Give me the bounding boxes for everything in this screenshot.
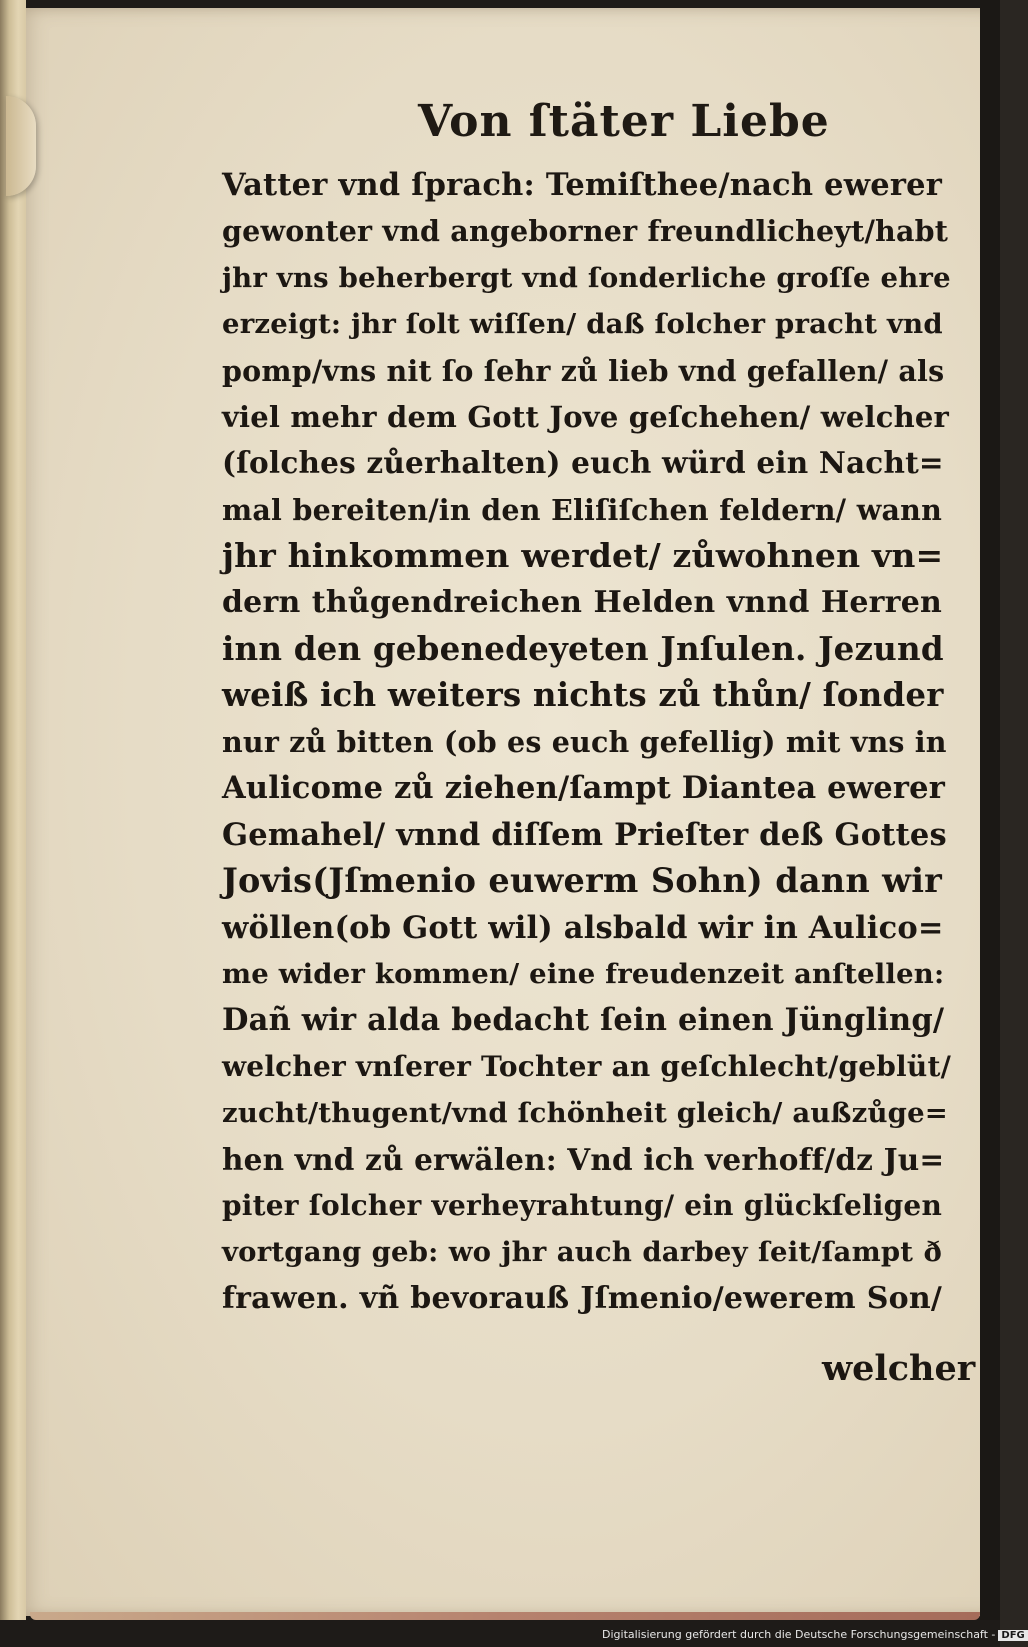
text-line: gewonter vnd angeborner freundlicheyt/habt [222, 214, 949, 249]
right-dark-edge [980, 0, 1000, 1620]
page-bottom-edge [30, 1612, 980, 1620]
text-line: welcher vnſerer Tochter an geſchlecht/geblüt/ [222, 1049, 952, 1083]
text-line: Vatter vnd ſprach: Temiſthee/nach ewerer [222, 167, 942, 203]
catchword: welcher [822, 1348, 976, 1389]
text-line: wöllen(ob Gott wil) alsbald wir in Aulico= [222, 909, 944, 946]
page-fold [6, 96, 36, 196]
text-line: me wider kommen/ eine freudenzeit anſtellen: [222, 957, 945, 990]
text-line: (ſolches zůerhalten) euch würd ein Nacht= [222, 445, 944, 481]
text-line: weiß ich weiters nichts zů thůn/ ſonder [222, 675, 944, 715]
text-line: dern thůgendreichen Helden vnnd Herren [222, 584, 942, 620]
text-line: viel mehr dem Gott Jove geſchehen/ welcher [222, 400, 949, 435]
text-line: zucht/thugent/vnd ſchönheit gleich/ außzůge= [222, 1097, 949, 1130]
text-line: jhr hinkommen werdet/ zůwohnen vn= [222, 536, 944, 576]
text-line: Aulicome zů ziehen/ſampt Diantea ewerer [222, 770, 945, 807]
dfg-logo: DFG [998, 1630, 1027, 1641]
page-heading: Von ſtäter Liebe [418, 96, 830, 147]
text-line: Jovis(Jſmenio euwerm Sohn) dann wir [222, 861, 942, 901]
text-line: jhr vns beherbergt vnd ſonderliche groſſe ehre [222, 261, 951, 294]
text-line: mal bereiten/in den Eliſiſchen feldern/ wann [222, 492, 942, 527]
text-line: Gemahel/ vnnd diſſem Prieſter deß Gottes [222, 816, 947, 853]
text-line: piter ſolcher verheyrahtung/ ein glückſeligen [222, 1188, 942, 1222]
text-line: nur zů bitten (ob es euch gefellig) mit vns in [222, 724, 947, 759]
text-line: hen vnd zů erwälen: Vnd ich verhoff/dz Ju= [222, 1141, 945, 1177]
text-line: Dañ wir alda bedacht ſein einen Jüngling/ [222, 1002, 945, 1039]
digitization-credit [602, 1628, 1028, 1641]
credit-text: Digitalisierung gefördert durch die Deutsche Forschungsgemeinschaft - [602, 1628, 996, 1641]
text-line: pomp/vns nit ſo ſehr zů lieb vnd gefallen/ als [222, 353, 945, 388]
text-line: erzeigt: jhr ſolt wiſſen/ daß ſolcher pracht vnd [222, 308, 943, 341]
text-line: inn den gebenedeyeten Jnſulen. Jezund [222, 629, 944, 669]
text-line: frawen. vñ bevorauß Jſmenio/ewerem Son/ [222, 1280, 942, 1316]
text-line: vortgang geb: wo jhr auch darbey ſeit/ſampt ð [222, 1236, 942, 1269]
body-text [222, 162, 952, 1322]
book-edge [0, 0, 26, 1620]
